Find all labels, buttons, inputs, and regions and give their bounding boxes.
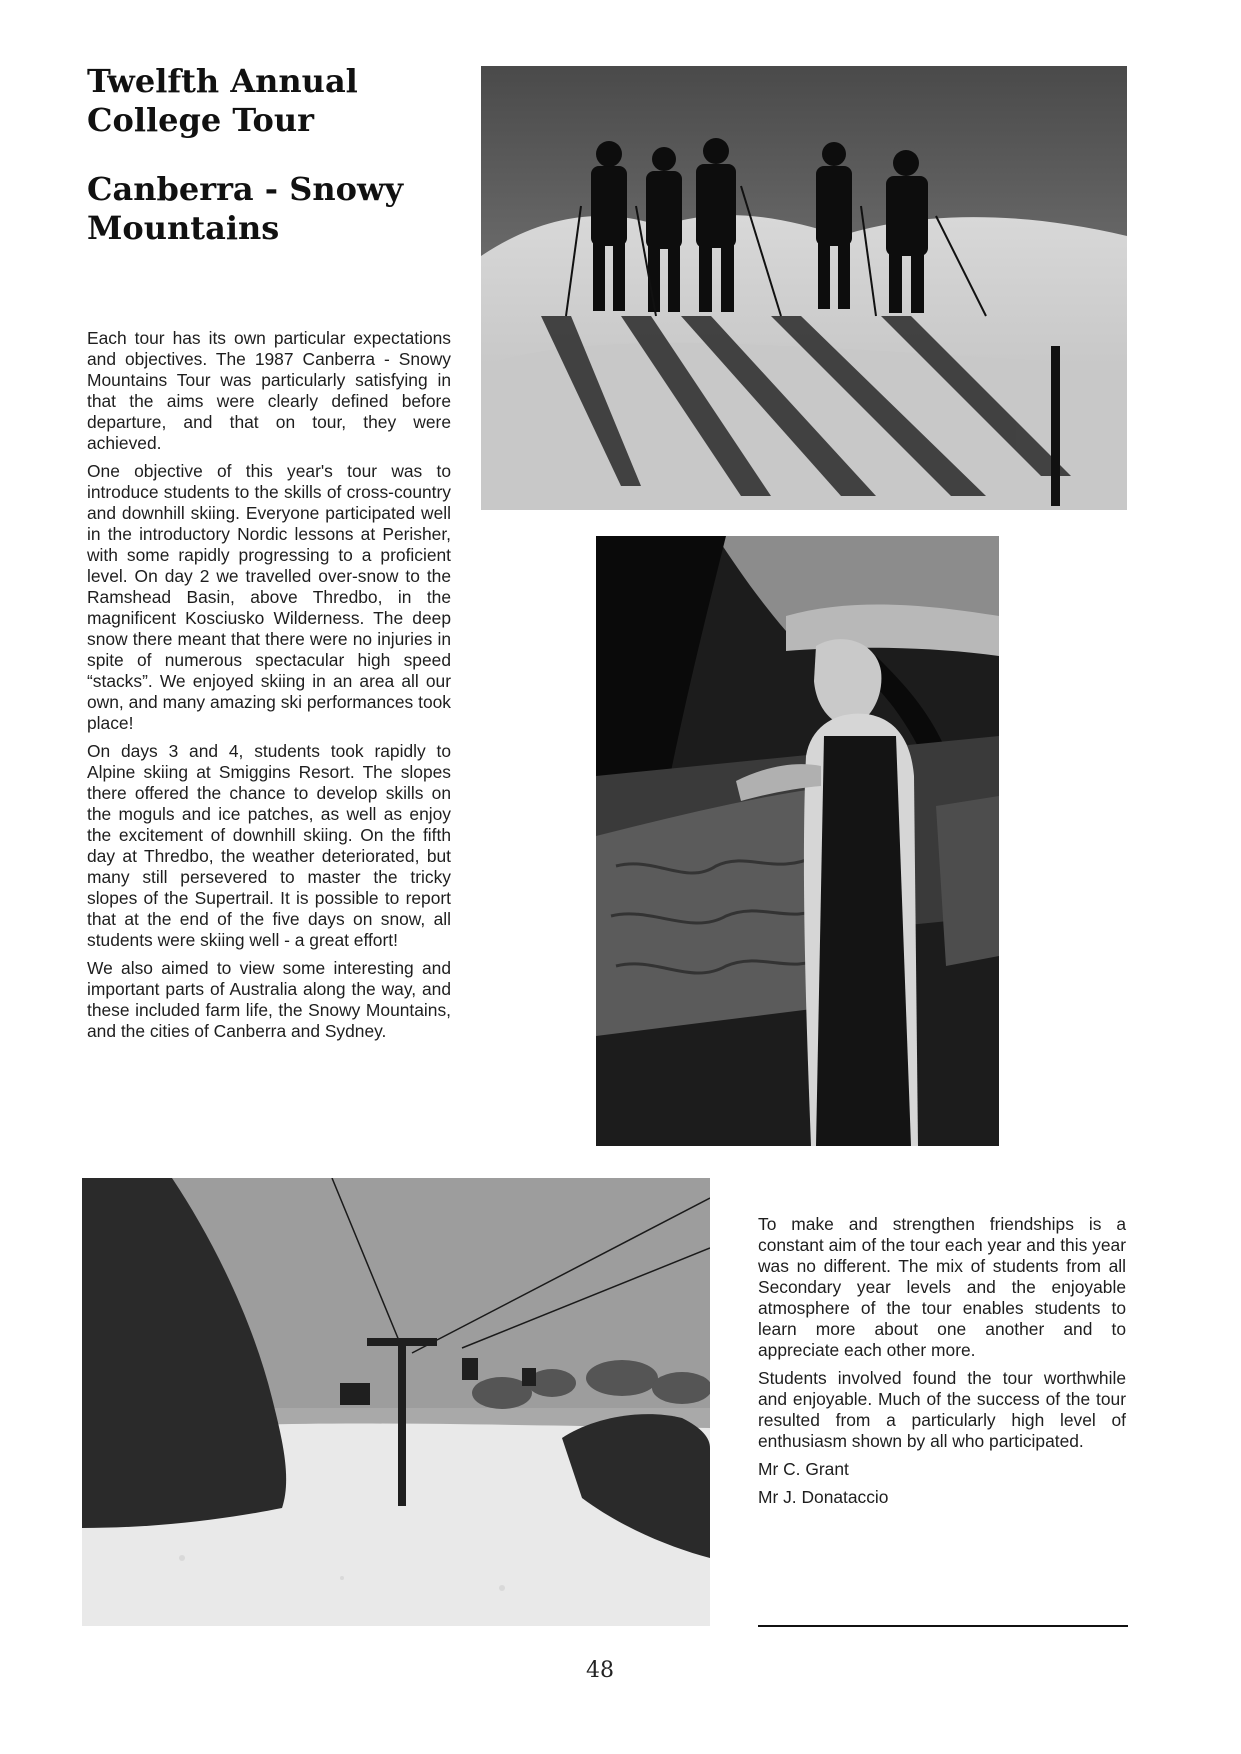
signature-author: Mr J. Donataccio [758, 1487, 889, 1507]
title-line-2: College Tour [87, 101, 314, 139]
section-divider [758, 1625, 1128, 1627]
skiers-photo-graphic [481, 66, 1127, 510]
article-paragraph: On days 3 and 4, students took rapidly to Alpine skiing at Smiggins Resort. The slopes there offered the chance to develop skills on the moguls and ice patches, as well as enjoy the excitement of downhill skiing. On the fifth day at Thredbo, the weather deteriorated, but many still persevered to master the tricky slopes of the Supertrail. It is possible to report that at the end of the five days on snow, all students were skiing well - a great effort! [87, 741, 451, 950]
photo-student-at-lookout [596, 536, 999, 1146]
article-paragraph: We also aimed to view some interesting and important parts of Australia along the way, and these included farm life, the Snowy Mountains, and the cities of Canberra and Sydney. [87, 958, 451, 1041]
article-column-right [758, 1214, 1126, 1515]
title-line-1: Twelfth Annual [87, 62, 358, 100]
article-paragraph: To make and strengthen friendships is a constant aim of the tour each year and this year was no different. The mix of students from all Secondary year levels and the enjoyable atmosphere of the tour enables students to learn more about one another and to appreciate each other more. [758, 1214, 1126, 1360]
chairlift-photo-graphic [82, 1178, 710, 1626]
subtitle-line-1: Canberra - Snowy [87, 170, 404, 208]
article-paragraph: Each tour has its own particular expectations and objectives. The 1987 Canberra - Snowy Mountains Tour was particularly satisfying in that the aims were clearly defined before departure, and that on tour, they were achieved. [87, 328, 451, 453]
article-paragraph: Students involved found the tour worthwhile and enjoyable. Much of the success of the tour resulted from a particularly high level of enthusiasm shown by all who participated. [758, 1368, 1126, 1451]
subtitle-line-2: Mountains [87, 209, 280, 247]
article-paragraph: One objective of this year's tour was to introduce students to the skills of cross-country and downhill skiing. Everyone participated well in the introductory Nordic lessons at Perisher, with some rapidly progressing to a proficient level. On day 2 we travelled over-snow to the Ramshead Basin, above Thredbo, in the magnificent Kosciusko Wilderness. The deep snow there meant that there were no injuries in spite of numerous spectacular high speed “stacks”. We enjoyed skiing in an area all our own, and many amazing ski performances took place! [87, 461, 451, 733]
photo-chairlift [82, 1178, 710, 1626]
photo-skiers-on-ridge [481, 66, 1127, 510]
page-subtitle [87, 170, 467, 248]
article-column-left [87, 328, 451, 1049]
lookout-photo-graphic [596, 536, 999, 1146]
signature-author: Mr C. Grant [758, 1459, 849, 1479]
page-number: 48 [586, 1658, 614, 1683]
page-title [87, 62, 467, 140]
